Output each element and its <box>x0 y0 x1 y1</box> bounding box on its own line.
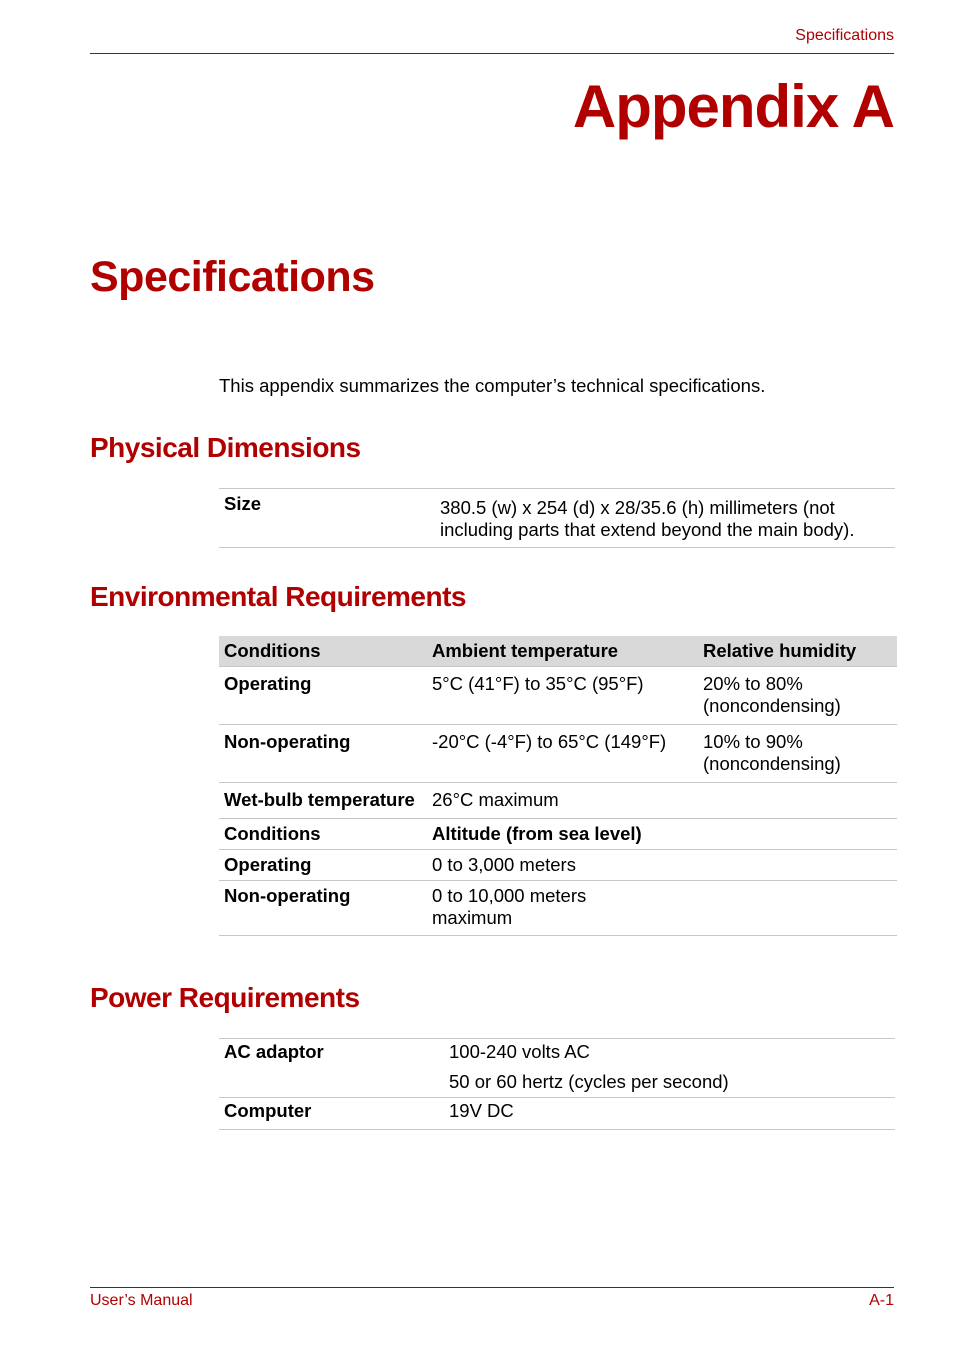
condition-cell: Operating <box>219 850 427 881</box>
table-row <box>219 667 897 725</box>
table-row <box>219 1067 895 1098</box>
condition-cell: Non-operating <box>219 725 427 783</box>
humidity-cell: 10% to 90% (noncondensing) <box>698 725 897 783</box>
environmental-table <box>219 636 897 936</box>
row-label: Computer <box>219 1098 444 1130</box>
row-value: 19V DC <box>444 1098 895 1130</box>
row-label: Size <box>219 489 435 548</box>
column-header: Conditions <box>219 636 427 667</box>
running-header: Specifications <box>795 27 894 44</box>
column-header: Relative humidity <box>698 636 897 667</box>
table-row <box>219 1098 895 1130</box>
altitude-cell <box>427 881 897 936</box>
temperature-cell: 26°C maximum <box>427 783 698 819</box>
humidity-cell: 20% to 80% (noncondensing) <box>698 667 897 725</box>
footer-manual-title: User’s Manual <box>90 1292 193 1309</box>
humidity-cell <box>698 783 897 819</box>
altitude-cell: 0 to 3,000 meters <box>427 850 897 881</box>
row-value: 50 or 60 hertz (cycles per second) <box>449 1071 729 1092</box>
physical-table <box>219 488 895 548</box>
temperature-cell: 5°C (41°F) to 35°C (95°F) <box>427 667 698 725</box>
column-header: Conditions <box>219 819 427 850</box>
condition-cell: Operating <box>219 667 427 725</box>
table-header-row <box>219 636 897 667</box>
condition-cell: Non-operating <box>219 881 427 936</box>
table-row <box>219 1039 895 1068</box>
footer-rule <box>90 1287 894 1288</box>
intro-paragraph: This appendix summarizes the computer’s technical specifications. <box>219 375 766 396</box>
power-table <box>219 1038 895 1130</box>
section-heading-power: Power Requirements <box>90 982 360 1013</box>
table-row <box>219 881 897 936</box>
condition-cell: Wet-bulb temperature <box>219 783 427 819</box>
table-row <box>219 783 897 819</box>
row-value: 100-240 volts AC <box>444 1039 895 1068</box>
altitude-header-row <box>219 819 897 850</box>
temperature-cell: -20°C (-4°F) to 65°C (149°F) <box>427 725 698 783</box>
table-row <box>219 725 897 783</box>
appendix-title: Appendix A <box>572 73 894 140</box>
row-label: AC adaptor <box>219 1039 444 1068</box>
section-heading-environmental: Environmental Requirements <box>90 581 466 612</box>
column-header: Ambient temperature <box>427 636 698 667</box>
chapter-title: Specifications <box>90 253 375 301</box>
altitude-value: 0 to 10,000 meters maximum <box>432 885 587 928</box>
header-rule <box>90 53 894 54</box>
section-heading-physical: Physical Dimensions <box>90 432 361 463</box>
column-header: Altitude (from sea level) <box>427 819 897 850</box>
page-number: A-1 <box>869 1292 894 1309</box>
row-label <box>219 1067 444 1098</box>
row-value: 380.5 (w) x 254 (d) x 28/35.6 (h) millimeters (not including parts that extend beyond the main body). <box>435 489 895 548</box>
table-row <box>219 489 895 548</box>
table-row <box>219 850 897 881</box>
